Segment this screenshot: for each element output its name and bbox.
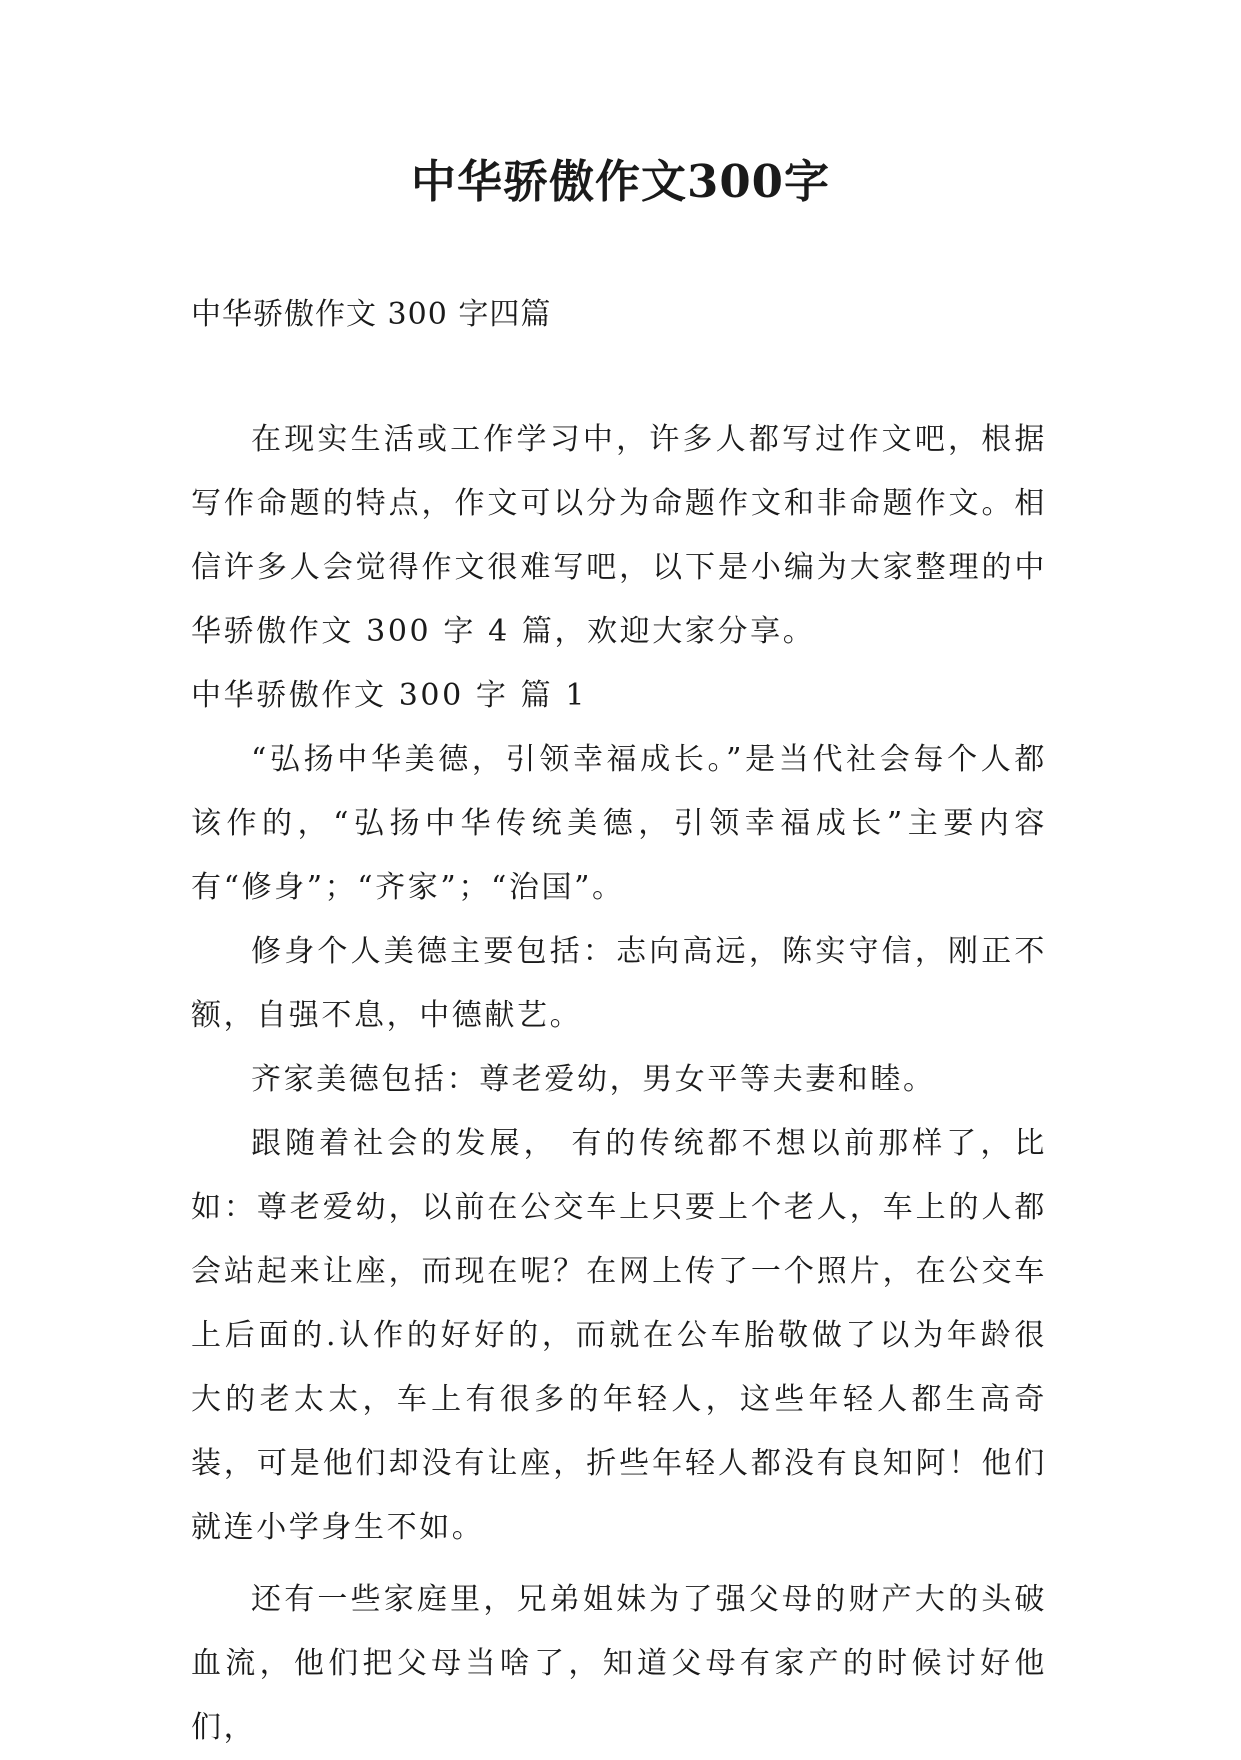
document-subtitle: 中华骄傲作文 300 字四篇 — [191, 297, 552, 332]
body-paragraph: 跟随着社会的发展， 有的传统都不想以前那样了，比如：尊老爱幼，以前在公交车上只要上个老人，车上的人都会站起来让座，而现在呢？在网上传了一个照片，在公交车上后面的.认作的好好的，而就在公车胎敬做了以为年龄很大的老太太，车上有很多的年轻人，这些年轻人都生高奇装，可是他们却没有让座，折些年轻人都没有良知阿！他们就连小学身生不如。 — [191, 1126, 1047, 1545]
document-title: 中华骄傲作文300字 — [411, 155, 830, 208]
body-paragraph: 齐家美德包括：尊老爱幼，男女平等夫妻和睦。 — [251, 1062, 936, 1097]
section-heading: 中华骄傲作文 300 字 篇 1 — [191, 678, 588, 713]
intro-paragraph: 在现实生活或工作学习中，许多人都写过作文吧，根据写作命题的特点，作文可以分为命题作文和非命题作文。相信许多人会觉得作文很难写吧，以下是小编为大家整理的中华骄傲作文 300 字 4 篇，欢迎大家分享。 — [191, 422, 1047, 649]
body-paragraph: 修身个人美德主要包括：志向高远，陈实守信，刚正不额，自强不息，中德献艺。 — [191, 934, 1047, 1033]
document-body — [191, 408, 1047, 1760]
body-paragraph: “弘扬中华美德，引领幸福成长。”是当代社会每个人都该作的，“弘扬中华传统美德，引领幸福成长”主要内容有“修身”；“齐家”；“治国”。 — [191, 742, 1047, 905]
body-paragraph: 还有一些家庭里，兄弟姐妹为了强父母的财产大的头破血流，他们把父母当啥了，知道父母有家产的时候讨好他们， — [191, 1582, 1047, 1745]
